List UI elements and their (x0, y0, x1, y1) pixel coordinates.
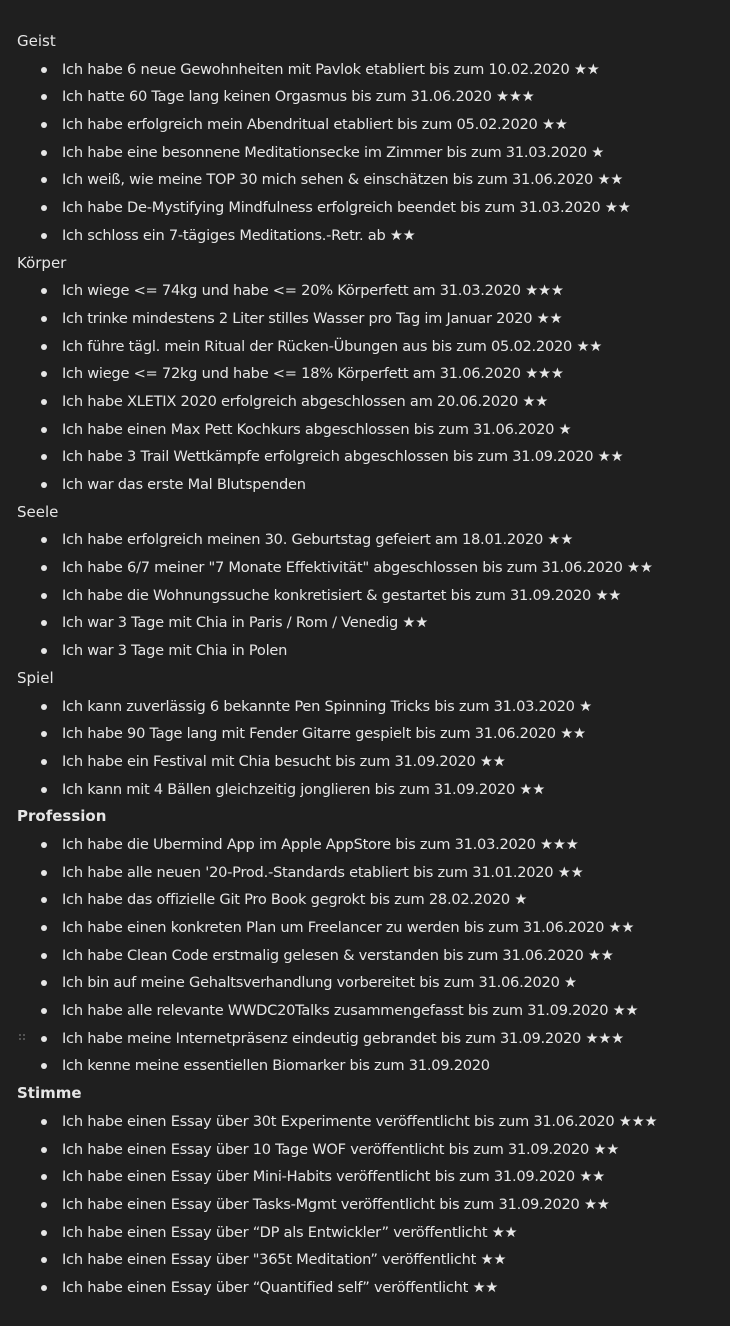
list-item[interactable] (0, 526, 730, 554)
list-item-text: Ich habe einen Essay über Tasks-Mgmt veröffentlicht bis zum 31.09.2020 ★★ (62, 1195, 610, 1213)
list-item[interactable] (0, 194, 730, 222)
list-item-text: Ich habe erfolgreich meinen 30. Geburtstag gefeiert am 18.01.2020 ★★ (62, 531, 574, 549)
list-item-text: Ich habe alle neuen '20-Prod.-Standards etabliert bis zum 31.01.2020 ★★ (62, 863, 584, 881)
list-item-text: Ich habe 6 neue Gewohnheiten mit Pavlok etabliert bis zum 10.02.2020 ★★ (62, 60, 600, 78)
bullet-icon (41, 704, 47, 710)
bullet-icon (41, 344, 47, 350)
list-item[interactable] (0, 831, 730, 859)
bullet-icon (41, 897, 47, 903)
list-item[interactable] (0, 609, 730, 637)
bullet-icon (41, 1202, 47, 1208)
bullet-icon (41, 316, 47, 322)
list-item-text: Ich habe einen konkreten Plan um Freelancer zu werden bis zum 31.06.2020 ★★ (62, 919, 635, 936)
list-item[interactable] (0, 83, 730, 111)
list-item[interactable] (0, 914, 730, 942)
list-item-text: Ich habe eine besonnene Meditationsecke im Zimmer bis zum 31.03.2020 ★ (62, 143, 605, 161)
list-item-text: Ich habe XLETIX 2020 erfolgreich abgeschlossen am 20.06.2020 ★★ (62, 392, 549, 410)
list-item[interactable] (0, 748, 730, 776)
list-item[interactable] (0, 139, 730, 167)
list-item-text: Ich trinke mindestens 2 Liter stilles Wasser pro Tag im Januar 2020 ★★ (62, 309, 563, 327)
bullet-icon (41, 593, 47, 599)
bullet-icon (41, 1147, 47, 1153)
list-item-text: Ich war 3 Tage mit Chia in Paris / Rom / Venedig ★★ (62, 614, 429, 632)
bullet-icon (41, 1230, 47, 1236)
list-item[interactable] (0, 1191, 730, 1219)
list-item[interactable] (0, 582, 730, 610)
list-item-text: Ich habe Clean Code erstmalig gelesen & verstanden bis zum 31.06.2020 ★★ (62, 946, 614, 964)
list-item[interactable] (0, 859, 730, 887)
list-item[interactable] (0, 1274, 730, 1302)
bullet-icon (41, 427, 47, 433)
list-item-text: Ich hatte 60 Tage lang keinen Orgasmus bis zum 31.06.2020 ★★★ (62, 88, 535, 106)
list-item[interactable] (0, 222, 730, 250)
list-item-text: Ich habe 90 Tage lang mit Fender Gitarre gespielt bis zum 31.06.2020 ★★ (62, 725, 586, 743)
list-item[interactable] (0, 1136, 730, 1164)
bullet-icon (41, 67, 47, 73)
list-item[interactable] (0, 277, 730, 305)
list-item-text: Ich habe einen Max Pett Kochkurs abgeschlossen bis zum 31.06.2020 ★ (62, 420, 572, 438)
list-item[interactable] (0, 1052, 730, 1080)
list-item-text: Ich kann mit 4 Bällen gleichzeitig jonglieren bis zum 31.09.2020 ★★ (62, 780, 546, 798)
list-item-text: Ich habe De-Mystifying Mindfulness erfolgreich beendet bis zum 31.03.2020 ★★ (62, 199, 631, 217)
list-item[interactable] (0, 997, 730, 1025)
list-item-text: Ich habe einen Essay über "365t Meditation” veröffentlicht ★★ (62, 1251, 507, 1269)
list-item[interactable] (0, 1163, 730, 1191)
list-item-text: Ich kann zuverlässig 6 bekannte Pen Spinning Tricks bis zum 31.03.2020 ★ (62, 697, 592, 715)
bullet-icon (41, 150, 47, 156)
list-item[interactable] (0, 942, 730, 970)
list-item[interactable] (0, 720, 730, 748)
list-item-text: Ich war 3 Tage mit Chia in Polen (62, 642, 288, 660)
list-item[interactable] (0, 554, 730, 582)
list-item[interactable] (0, 471, 730, 499)
list-item[interactable] (0, 333, 730, 361)
bullet-icon (41, 842, 47, 848)
list-item-text: Ich war das erste Mal Blutspenden (62, 476, 306, 493)
list-item-text: Ich habe 6/7 meiner "7 Monate Effektivität" abgeschlossen bis zum 31.06.2020 ★★ (62, 559, 653, 577)
bullet-icon (41, 371, 47, 377)
list-item[interactable] (0, 1246, 730, 1274)
section-heading-seele[interactable]: Seele (17, 502, 59, 521)
section-heading-geist[interactable]: Geist (17, 32, 56, 50)
list-item-text: Ich habe meine Internetpräsenz eindeutig gebrandet bis zum 31.09.2020 ★★★ (62, 1029, 624, 1047)
list-item-text: Ich habe einen Essay über 10 Tage WOF veröffentlicht bis zum 31.09.2020 ★★ (62, 1140, 620, 1158)
list-item[interactable] (0, 111, 730, 139)
bullet-icon (41, 454, 47, 460)
list-item[interactable] (0, 637, 730, 665)
list-item-text: Ich führe tägl. mein Ritual der Rücken-Übungen aus bis zum 05.02.2020 ★★ (62, 337, 603, 355)
list-item-text: Ich habe das offizielle Git Pro Book gegrokt bis zum 28.02.2020 ★ (62, 891, 528, 909)
bullet-icon (41, 177, 47, 183)
bullet-icon (41, 953, 47, 959)
bullet-icon (41, 1036, 47, 1042)
list-item[interactable] (0, 969, 730, 997)
bullet-icon (41, 731, 47, 737)
list-item[interactable] (0, 1025, 730, 1053)
bullet-icon (41, 980, 47, 986)
bullet-icon (41, 1174, 47, 1180)
list-item[interactable] (0, 56, 730, 84)
section-heading-profession[interactable]: Profession (17, 807, 107, 826)
list-item[interactable] (0, 360, 730, 388)
list-item[interactable] (0, 1219, 730, 1247)
section-heading-k-rper[interactable]: Körper (17, 253, 67, 272)
bullet-icon (41, 787, 47, 793)
bullet-icon (41, 648, 47, 654)
list-item[interactable] (0, 305, 730, 333)
bullet-icon (41, 1008, 47, 1014)
bullet-icon (41, 537, 47, 543)
list-item[interactable] (0, 416, 730, 444)
list-item-text: Ich wiege <= 74kg und habe <= 20% Körperfett am 31.03.2020 ★★★ (62, 282, 564, 300)
bullet-icon (41, 482, 47, 488)
list-item-text: Ich habe alle relevante WWDC20Talks zusammengefasst bis zum 31.09.2020 ★★ (62, 1002, 639, 1020)
bullet-icon (41, 1285, 47, 1291)
drag-handle-icon[interactable] (19, 1034, 31, 1044)
section-heading-spiel[interactable]: Spiel (17, 668, 54, 687)
section-heading-stimme[interactable]: Stimme (17, 1084, 82, 1103)
list-item-text: Ich weiß, wie meine TOP 30 mich sehen & einschätzen bis zum 31.06.2020 ★★ (62, 171, 624, 189)
bullet-icon (41, 288, 47, 294)
list-item[interactable] (0, 886, 730, 914)
bullet-icon (41, 925, 47, 931)
bullet-icon (41, 205, 47, 211)
bullet-icon (41, 122, 47, 128)
bullet-icon (41, 1119, 47, 1125)
list-item[interactable] (0, 443, 730, 471)
list-item-text: Ich habe ein Festival mit Chia besucht bis zum 31.09.2020 ★★ (62, 752, 506, 770)
bullet-icon (41, 1063, 47, 1069)
list-item[interactable] (0, 776, 730, 804)
bullet-icon (41, 1257, 47, 1263)
bullet-icon (41, 399, 47, 405)
bullet-icon (41, 94, 47, 100)
list-item-text: Ich habe die Ubermind App im Apple AppStore bis zum 31.03.2020 ★★★ (62, 835, 579, 853)
list-item-text: Ich habe einen Essay über 30t Experimente veröffentlicht bis zum 31.06.2020 ★★★ (62, 1112, 658, 1130)
bullet-icon (41, 759, 47, 765)
list-item-text: Ich habe einen Essay über “DP als Entwickler” veröffentlicht ★★ (62, 1223, 518, 1241)
list-item[interactable] (0, 166, 730, 194)
list-item-text: Ich kenne meine essentiellen Biomarker bis zum 31.09.2020 (62, 1057, 490, 1075)
list-item-text: Ich habe einen Essay über “Quantified self” veröffentlicht ★★ (62, 1278, 499, 1296)
list-item-text: Ich bin auf meine Gehaltsverhandlung vorbereitet bis zum 31.06.2020 ★ (62, 974, 577, 992)
list-item[interactable] (0, 693, 730, 721)
list-item-text: Ich wiege <= 72kg und habe <= 18% Körperfett am 31.06.2020 ★★★ (62, 365, 564, 383)
list-item-text: Ich habe die Wohnungssuche konkretisiert & gestartet bis zum 31.09.2020 ★★ (62, 586, 622, 604)
list-item-text: Ich habe einen Essay über Mini-Habits veröffentlicht bis zum 31.09.2020 ★★ (62, 1168, 606, 1186)
list-item[interactable] (0, 388, 730, 416)
bullet-icon (41, 870, 47, 876)
list-item-text: Ich habe erfolgreich mein Abendritual etabliert bis zum 05.02.2020 ★★ (62, 116, 568, 134)
bullet-icon (41, 233, 47, 239)
list-item-text: Ich schloss ein 7-tägiges Meditations.-Retr. ab ★★ (62, 226, 416, 244)
list-item[interactable] (0, 1108, 730, 1136)
bullet-icon (41, 620, 47, 626)
bullet-icon (41, 565, 47, 571)
list-item-text: Ich habe 3 Trail Wettkämpfe erfolgreich abgeschlossen bis zum 31.09.2020 ★★ (62, 448, 624, 466)
